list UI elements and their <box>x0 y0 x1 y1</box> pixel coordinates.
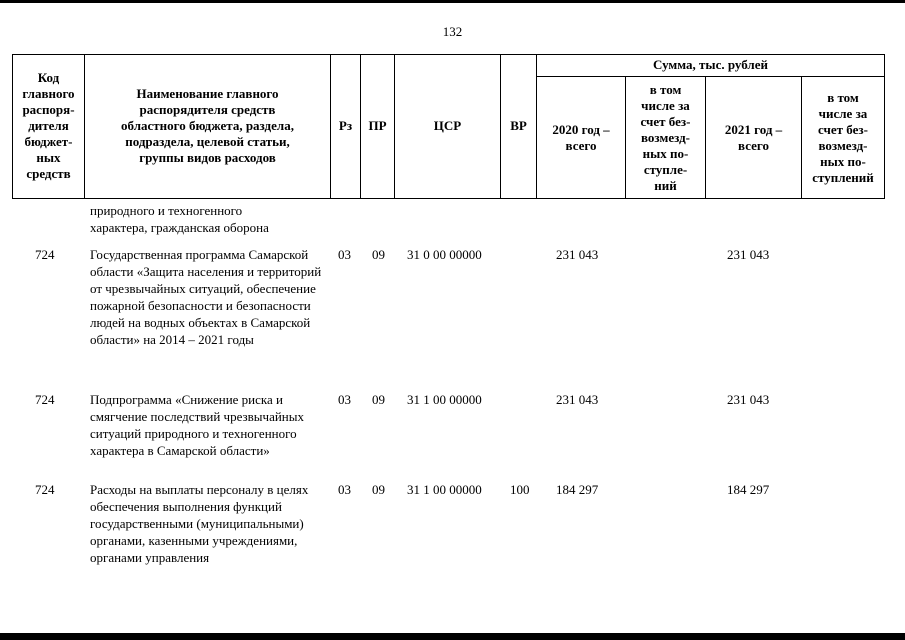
row-csr: 31 1 00 00000 <box>407 392 482 407</box>
row-sum-2021: 184 297 <box>727 482 770 497</box>
row-rz: 03 <box>338 482 351 497</box>
header-name: Наименование главного распорядителя средств областного бюджета, раздела, подраздела, целевой статьи, группы видов расходов <box>121 86 294 165</box>
top-border <box>0 0 905 3</box>
row-name: Государственная программа Самарской области «Защита населения и территорий от чрезвычайных ситуаций, обеспечение пожарной безопасности и безопасности людей на водных объектах в Самарской области» на 2014 – 2021 годы <box>90 247 322 347</box>
header-pr: ПР <box>368 118 387 133</box>
continuation-text: природного и техногенного характера, гражданская оборона <box>90 203 269 235</box>
header-csr: ЦСР <box>433 118 462 133</box>
row-pr: 09 <box>372 247 385 262</box>
bottom-border <box>0 633 905 640</box>
header-vr: ВР <box>510 118 527 133</box>
row-sum-2021: 231 043 <box>727 392 770 407</box>
header-2020-total: 2020 год – всего <box>552 121 610 153</box>
row-csr: 31 0 00 00000 <box>407 247 482 262</box>
row-rz: 03 <box>338 247 351 262</box>
row-csr: 31 1 00 00000 <box>407 482 482 497</box>
header-bottom-rule <box>12 198 885 199</box>
header-sum: Сумма, тыс. рублей <box>653 57 768 72</box>
row-sum-2020: 184 297 <box>556 482 599 497</box>
header-rz: Рз <box>338 118 353 133</box>
table-header <box>12 54 885 199</box>
row-pr: 09 <box>372 482 385 497</box>
row-name: Подпрограмма «Снижение риска и смягчение последствий чрезвычайных ситуаций природного и техногенного характера в Самарской области» <box>90 392 304 458</box>
row-vr: 100 <box>510 482 530 497</box>
row-sum-2021: 231 043 <box>727 247 770 262</box>
row-name: Расходы на выплаты персоналу в целях обеспечения выполнения функций государственными (муниципальными) органами, казенными учреждениями, органами управления <box>90 482 309 565</box>
row-code: 724 <box>35 482 55 497</box>
row-rz: 03 <box>338 392 351 407</box>
header-2021-grants: в том числе за счет без- возмезд- ных по- ступлений <box>812 89 874 185</box>
header-2020-grants: в том числе за счет без- возмезд- ных по- ступле- ний <box>640 81 691 193</box>
row-sum-2020: 231 043 <box>556 247 599 262</box>
header-2021-total: 2021 год – всего <box>724 121 783 153</box>
row-sum-2020: 231 043 <box>556 392 599 407</box>
header-code: Код главного распоря- дителя бюджет- ных средств <box>22 70 75 181</box>
page-number: 132 <box>442 24 463 39</box>
row-pr: 09 <box>372 392 385 407</box>
row-code: 724 <box>35 392 55 407</box>
row-code: 724 <box>35 247 55 262</box>
